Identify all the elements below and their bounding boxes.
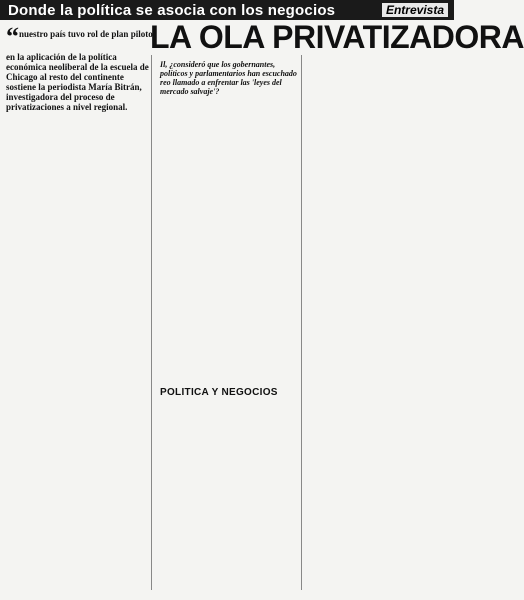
pull-quote: Il, ¿consideró que los gobernantes, políticos y parlamentarios han escuchado reo llamado a enfrentar las 'leyes del mercado salvaje'? — [160, 60, 297, 96]
quote-mark-icon: “ — [6, 22, 19, 51]
intro-paragraph — [6, 22, 154, 112]
intro-text: nuestro país tuvo rol de plan piloto en la aplicación de la política económica neoliberal de la escuela de Chicago al resto del continente sostiene la periodista María Bitrán, investigadora del proceso de privatizaciones a nivel regional. — [6, 29, 153, 112]
subheading: POLITICA Y NEGOCIOS — [160, 387, 278, 398]
column-divider — [151, 55, 152, 590]
headline: LA OLA PRIVATIZADORA — [150, 19, 524, 55]
section-tag: Entrevista — [382, 3, 448, 17]
banner-title: Donde la política se asocia con los negocios — [8, 2, 336, 19]
column-divider — [301, 55, 302, 590]
